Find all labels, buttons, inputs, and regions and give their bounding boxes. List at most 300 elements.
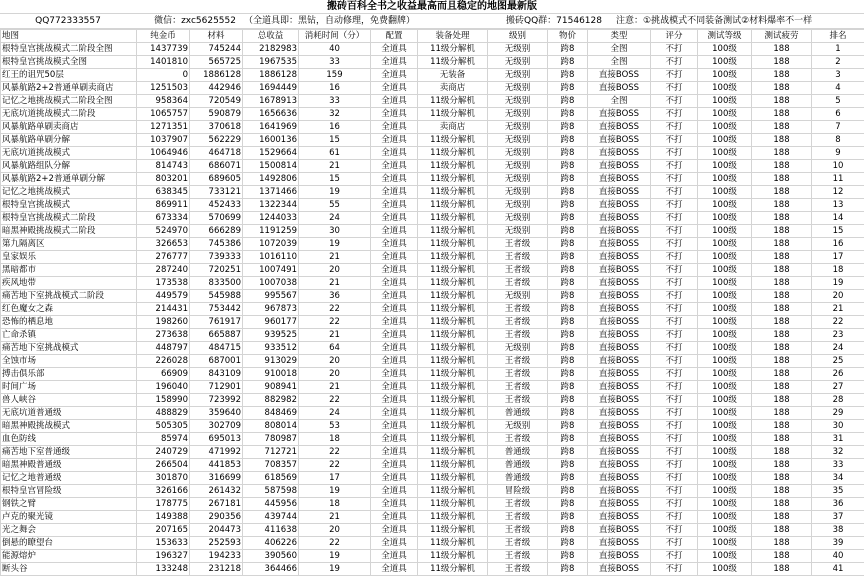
cell-equip-processing: 11级分解机 — [418, 134, 488, 147]
cell-map-name: 根特皇宫挑战模式二阶段全图 — [1, 43, 137, 56]
cell-rating: 不打 — [651, 43, 698, 56]
cell-time-cost: 40 — [299, 43, 371, 56]
cell-level: 无级别 — [488, 108, 548, 121]
cell-gold: 196327 — [137, 550, 190, 563]
cell-time-cost: 64 — [299, 342, 371, 355]
cell-rating: 不打 — [651, 95, 698, 108]
cell-type: 直接BOSS — [588, 277, 651, 290]
cell-gold: 301870 — [137, 472, 190, 485]
cell-level: 无级别 — [488, 121, 548, 134]
cell-config: 全道具 — [371, 56, 418, 69]
cell-total-income: 1371466 — [243, 186, 299, 199]
cell-material: 745244 — [190, 43, 243, 56]
cell-total-income: 1244033 — [243, 212, 299, 225]
cell-config: 全道具 — [371, 446, 418, 459]
cell-level: 无级别 — [488, 160, 548, 173]
cell-rank: 24 — [812, 342, 864, 355]
cell-map-name: 痛苦地下室挑战模式 — [1, 342, 137, 355]
table-row — [1, 82, 864, 95]
cell-material: 370618 — [190, 121, 243, 134]
cell-type: 直接BOSS — [588, 563, 651, 576]
header-test-level: 测试等级 — [698, 30, 752, 43]
cell-type: 直接BOSS — [588, 355, 651, 368]
cell-type: 直接BOSS — [588, 121, 651, 134]
cell-price: 跨8 — [548, 407, 588, 420]
cell-material: 720549 — [190, 95, 243, 108]
cell-equip-processing: 11级分解机 — [418, 173, 488, 186]
cell-test-fatigue: 188 — [752, 511, 812, 524]
cell-equip-processing: 11级分解机 — [418, 199, 488, 212]
cell-gold: 85974 — [137, 433, 190, 446]
cell-time-cost: 22 — [299, 316, 371, 329]
table-row — [1, 355, 864, 368]
cell-price: 跨8 — [548, 212, 588, 225]
table-row — [1, 186, 864, 199]
cell-material: 723992 — [190, 394, 243, 407]
cell-material: 471992 — [190, 446, 243, 459]
cell-map-name: 皇家娱乐 — [1, 251, 137, 264]
cell-rating: 不打 — [651, 56, 698, 69]
cell-map-name: 红色魔女之森 — [1, 303, 137, 316]
cell-material: 290356 — [190, 511, 243, 524]
cell-gold: 448797 — [137, 342, 190, 355]
cell-type: 直接BOSS — [588, 303, 651, 316]
cell-price: 跨8 — [548, 56, 588, 69]
cell-map-name: 时间广场 — [1, 381, 137, 394]
table-row — [1, 316, 864, 329]
cell-config: 全道具 — [371, 381, 418, 394]
cell-rating: 不打 — [651, 459, 698, 472]
cell-rank: 41 — [812, 563, 864, 576]
header-material: 材料 — [190, 30, 243, 43]
cell-time-cost: 32 — [299, 108, 371, 121]
cell-price: 跨8 — [548, 173, 588, 186]
cell-map-name: 风暴航路2+2普通单刷卖商店 — [1, 82, 137, 95]
cell-time-cost: 22 — [299, 394, 371, 407]
header-gold: 纯金币 — [137, 30, 190, 43]
header-rating: 评分 — [651, 30, 698, 43]
table-row — [1, 433, 864, 446]
cell-gold: 240729 — [137, 446, 190, 459]
cell-rating: 不打 — [651, 446, 698, 459]
table-row — [1, 199, 864, 212]
cell-time-cost: 24 — [299, 407, 371, 420]
cell-gold: 505305 — [137, 420, 190, 433]
cell-test-fatigue: 188 — [752, 446, 812, 459]
cell-test-fatigue: 188 — [752, 329, 812, 342]
cell-gold: 214431 — [137, 303, 190, 316]
cell-rank: 14 — [812, 212, 864, 225]
cell-map-name: 无底坑道挑战模式 — [1, 147, 137, 160]
cell-rating: 不打 — [651, 550, 698, 563]
cell-type: 直接BOSS — [588, 420, 651, 433]
cell-test-fatigue: 188 — [752, 43, 812, 56]
cell-price: 跨8 — [548, 303, 588, 316]
cell-map-name: 风暴航路单刷卖商店 — [1, 121, 137, 134]
cell-level: 王者级 — [488, 329, 548, 342]
cell-price: 跨8 — [548, 537, 588, 550]
cell-rank: 28 — [812, 394, 864, 407]
table-row — [1, 472, 864, 485]
cell-gold: 158990 — [137, 394, 190, 407]
cell-type: 直接BOSS — [588, 225, 651, 238]
cell-rank: 40 — [812, 550, 864, 563]
cell-map-name: 暗黑神殿挑战模式二阶段 — [1, 225, 137, 238]
table-row — [1, 212, 864, 225]
cell-level: 无级别 — [488, 56, 548, 69]
cell-type: 直接BOSS — [588, 407, 651, 420]
cell-type: 直接BOSS — [588, 82, 651, 95]
table-row — [1, 329, 864, 342]
cell-type: 直接BOSS — [588, 524, 651, 537]
cell-rank: 13 — [812, 199, 864, 212]
cell-test-level: 100级 — [698, 251, 752, 264]
cell-level: 冒险级 — [488, 485, 548, 498]
table-row — [1, 485, 864, 498]
cell-rank: 2 — [812, 56, 864, 69]
cell-price: 跨8 — [548, 225, 588, 238]
cell-total-income: 708357 — [243, 459, 299, 472]
cell-test-fatigue: 188 — [752, 394, 812, 407]
test-note: 注意：①挑战模式不同装备测试②材料爆率不一样 — [616, 14, 864, 28]
cell-map-name: 血色防线 — [1, 433, 137, 446]
cell-config: 全道具 — [371, 121, 418, 134]
cell-total-income: 1529664 — [243, 147, 299, 160]
cell-price: 跨8 — [548, 199, 588, 212]
cell-material: 590879 — [190, 108, 243, 121]
cell-test-level: 100级 — [698, 186, 752, 199]
cell-test-level: 100级 — [698, 69, 752, 82]
cell-material: 442946 — [190, 82, 243, 95]
cell-test-fatigue: 188 — [752, 316, 812, 329]
cell-rating: 不打 — [651, 251, 698, 264]
cell-test-fatigue: 188 — [752, 303, 812, 316]
cell-level: 王者级 — [488, 498, 548, 511]
cell-test-level: 100级 — [698, 394, 752, 407]
cell-map-name: 根特皇宫挑战模式全图 — [1, 56, 137, 69]
cell-equip-processing: 11级分解机 — [418, 537, 488, 550]
cell-rating: 不打 — [651, 420, 698, 433]
cell-rating: 不打 — [651, 121, 698, 134]
table-row — [1, 134, 864, 147]
cell-map-name: 风暴航路组队分解 — [1, 160, 137, 173]
cell-map-name: 能源熔炉 — [1, 550, 137, 563]
cell-map-name: 搏击俱乐部 — [1, 368, 137, 381]
table-row — [1, 498, 864, 511]
cell-test-level: 100级 — [698, 407, 752, 420]
cell-test-fatigue: 188 — [752, 147, 812, 160]
table-row — [1, 368, 864, 381]
cell-total-income: 1641969 — [243, 121, 299, 134]
cell-config: 全道具 — [371, 264, 418, 277]
cell-equip-processing: 11级分解机 — [418, 225, 488, 238]
cell-rating: 不打 — [651, 264, 698, 277]
cell-test-fatigue: 188 — [752, 108, 812, 121]
cell-test-level: 100级 — [698, 355, 752, 368]
cell-price: 跨8 — [548, 381, 588, 394]
cell-config: 全道具 — [371, 147, 418, 160]
qq-contact: QQ772333557 — [0, 14, 136, 28]
cell-test-fatigue: 188 — [752, 537, 812, 550]
cell-type: 直接BOSS — [588, 550, 651, 563]
cell-level: 王者级 — [488, 381, 548, 394]
table-row — [1, 56, 864, 69]
cell-total-income: 910018 — [243, 368, 299, 381]
cell-gold: 449579 — [137, 290, 190, 303]
cell-price: 跨8 — [548, 134, 588, 147]
cell-price: 跨8 — [548, 264, 588, 277]
cell-rating: 不打 — [651, 394, 698, 407]
cell-rating: 不打 — [651, 485, 698, 498]
cell-rating: 不打 — [651, 524, 698, 537]
cell-material: 452433 — [190, 199, 243, 212]
cell-config: 全道具 — [371, 134, 418, 147]
cell-test-fatigue: 188 — [752, 563, 812, 576]
table-row — [1, 303, 864, 316]
cell-gold: 1401810 — [137, 56, 190, 69]
cell-level: 无级别 — [488, 43, 548, 56]
cell-time-cost: 20 — [299, 264, 371, 277]
cell-total-income: 939525 — [243, 329, 299, 342]
table-row — [1, 394, 864, 407]
cell-type: 直接BOSS — [588, 342, 651, 355]
cell-gold: 1271351 — [137, 121, 190, 134]
cell-total-income: 1656636 — [243, 108, 299, 121]
cell-map-name: 疾风地带 — [1, 277, 137, 290]
cell-rank: 23 — [812, 329, 864, 342]
cell-equip-processing: 11级分解机 — [418, 420, 488, 433]
cell-time-cost: 16 — [299, 82, 371, 95]
cell-test-level: 100级 — [698, 563, 752, 576]
cell-test-level: 100级 — [698, 82, 752, 95]
cell-test-level: 100级 — [698, 316, 752, 329]
cell-time-cost: 22 — [299, 537, 371, 550]
info-row — [0, 14, 864, 29]
cell-gold: 133248 — [137, 563, 190, 576]
cell-rating: 不打 — [651, 303, 698, 316]
cell-config: 全道具 — [371, 277, 418, 290]
cell-rank: 31 — [812, 433, 864, 446]
cell-gold: 196040 — [137, 381, 190, 394]
cell-test-level: 100级 — [698, 537, 752, 550]
cell-test-fatigue: 188 — [752, 95, 812, 108]
cell-level: 无级别 — [488, 420, 548, 433]
cell-total-income: 933512 — [243, 342, 299, 355]
cell-total-income: 439744 — [243, 511, 299, 524]
cell-type: 直接BOSS — [588, 498, 651, 511]
cell-test-level: 100级 — [698, 199, 752, 212]
cell-test-fatigue: 188 — [752, 459, 812, 472]
cell-equip-processing: 11级分解机 — [418, 511, 488, 524]
cell-config: 全道具 — [371, 368, 418, 381]
cell-time-cost: 20 — [299, 355, 371, 368]
cell-test-fatigue: 188 — [752, 485, 812, 498]
cell-price: 跨8 — [548, 82, 588, 95]
cell-test-fatigue: 188 — [752, 524, 812, 537]
cell-gold: 326653 — [137, 238, 190, 251]
cell-equip-processing: 11级分解机 — [418, 264, 488, 277]
cell-rating: 不打 — [651, 511, 698, 524]
cell-map-name: 全蚀市场 — [1, 355, 137, 368]
cell-test-level: 100级 — [698, 173, 752, 186]
cell-test-level: 100级 — [698, 524, 752, 537]
cell-config: 全道具 — [371, 342, 418, 355]
cell-level: 无级别 — [488, 225, 548, 238]
cell-config: 全道具 — [371, 498, 418, 511]
cell-total-income: 1967535 — [243, 56, 299, 69]
cell-map-name: 根特皇宫冒险级 — [1, 485, 137, 498]
cell-type: 直接BOSS — [588, 264, 651, 277]
cell-time-cost: 20 — [299, 368, 371, 381]
cell-price: 跨8 — [548, 433, 588, 446]
table-row — [1, 407, 864, 420]
header-time-cost: 消耗时间（分） — [299, 30, 371, 43]
cell-price: 跨8 — [548, 95, 588, 108]
wechat-contact: 微信：zxc5625552 — [136, 14, 236, 28]
cell-rating: 不打 — [651, 329, 698, 342]
cell-test-level: 100级 — [698, 472, 752, 485]
cell-map-name: 断头谷 — [1, 563, 137, 576]
cell-material: 720251 — [190, 264, 243, 277]
cell-map-name: 兽人峡谷 — [1, 394, 137, 407]
cell-map-name: 暗黑神殿普通级 — [1, 459, 137, 472]
table-row — [1, 290, 864, 303]
cell-gold: 276777 — [137, 251, 190, 264]
cell-level: 无级别 — [488, 134, 548, 147]
cell-gold: 958364 — [137, 95, 190, 108]
cell-config: 全道具 — [371, 459, 418, 472]
cell-rank: 15 — [812, 225, 864, 238]
cell-test-level: 100级 — [698, 368, 752, 381]
cell-config: 全道具 — [371, 420, 418, 433]
cell-total-income: 808014 — [243, 420, 299, 433]
cell-level: 王者级 — [488, 303, 548, 316]
cell-rank: 39 — [812, 537, 864, 550]
cell-time-cost: 36 — [299, 290, 371, 303]
table-row — [1, 160, 864, 173]
cell-time-cost: 18 — [299, 498, 371, 511]
cell-time-cost: 15 — [299, 173, 371, 186]
cell-config: 全道具 — [371, 251, 418, 264]
cell-test-fatigue: 188 — [752, 498, 812, 511]
cell-test-fatigue: 188 — [752, 212, 812, 225]
cell-rank: 1 — [812, 43, 864, 56]
cell-equip-processing: 11级分解机 — [418, 160, 488, 173]
cell-rating: 不打 — [651, 238, 698, 251]
cell-equip-processing: 11级分解机 — [418, 43, 488, 56]
cell-type: 直接BOSS — [588, 459, 651, 472]
cell-config: 全道具 — [371, 199, 418, 212]
cell-equip-processing: 11级分解机 — [418, 446, 488, 459]
cell-test-fatigue: 188 — [752, 355, 812, 368]
cell-config: 全道具 — [371, 524, 418, 537]
cell-price: 跨8 — [548, 524, 588, 537]
table-row — [1, 43, 864, 56]
header-level: 级别 — [488, 30, 548, 43]
cell-equip-processing: 11级分解机 — [418, 251, 488, 264]
cell-rating: 不打 — [651, 199, 698, 212]
cell-price: 跨8 — [548, 251, 588, 264]
cell-time-cost: 22 — [299, 303, 371, 316]
cell-type: 直接BOSS — [588, 238, 651, 251]
cell-material: 545988 — [190, 290, 243, 303]
table-row — [1, 264, 864, 277]
cell-type: 直接BOSS — [588, 446, 651, 459]
cell-test-fatigue: 188 — [752, 472, 812, 485]
cell-type: 直接BOSS — [588, 511, 651, 524]
cell-material: 733121 — [190, 186, 243, 199]
cell-material: 231218 — [190, 563, 243, 576]
cell-total-income: 1322344 — [243, 199, 299, 212]
cell-price: 跨8 — [548, 459, 588, 472]
cell-type: 直接BOSS — [588, 329, 651, 342]
cell-config: 全道具 — [371, 108, 418, 121]
cell-map-name: 记忆之地挑战模式二阶段全图 — [1, 95, 137, 108]
cell-config: 全道具 — [371, 329, 418, 342]
cell-type: 全图 — [588, 95, 651, 108]
cell-material: 686071 — [190, 160, 243, 173]
cell-equip-processing: 11级分解机 — [418, 316, 488, 329]
cell-rating: 不打 — [651, 537, 698, 550]
cell-equip-processing: 11级分解机 — [418, 472, 488, 485]
cell-rank: 10 — [812, 160, 864, 173]
cell-material: 302709 — [190, 420, 243, 433]
cell-rank: 17 — [812, 251, 864, 264]
cell-config: 全道具 — [371, 95, 418, 108]
cell-gold: 869911 — [137, 199, 190, 212]
cell-rank: 11 — [812, 173, 864, 186]
cell-total-income: 848469 — [243, 407, 299, 420]
table-row — [1, 277, 864, 290]
cell-total-income: 1500814 — [243, 160, 299, 173]
cell-total-income: 2182983 — [243, 43, 299, 56]
cell-test-level: 100级 — [698, 420, 752, 433]
cell-test-level: 100级 — [698, 446, 752, 459]
table-row — [1, 511, 864, 524]
cell-total-income: 1694449 — [243, 82, 299, 95]
cell-material: 761917 — [190, 316, 243, 329]
cell-level: 王者级 — [488, 277, 548, 290]
cell-time-cost: 53 — [299, 420, 371, 433]
cell-price: 跨8 — [548, 485, 588, 498]
cell-level: 普通级 — [488, 459, 548, 472]
cell-rating: 不打 — [651, 225, 698, 238]
cell-test-fatigue: 188 — [752, 134, 812, 147]
cell-type: 直接BOSS — [588, 199, 651, 212]
cell-price: 跨8 — [548, 472, 588, 485]
cell-test-fatigue: 188 — [752, 420, 812, 433]
cell-level: 无级别 — [488, 212, 548, 225]
cell-material: 464718 — [190, 147, 243, 160]
cell-gold: 803201 — [137, 173, 190, 186]
header-test-fatigue: 测试疲劳 — [752, 30, 812, 43]
cell-rating: 不打 — [651, 355, 698, 368]
cell-test-fatigue: 188 — [752, 121, 812, 134]
cell-test-level: 100级 — [698, 95, 752, 108]
table-row — [1, 238, 864, 251]
cell-total-income: 1072039 — [243, 238, 299, 251]
cell-equip-processing: 11级分解机 — [418, 56, 488, 69]
cell-gold: 66909 — [137, 368, 190, 381]
cell-material: 1886128 — [190, 69, 243, 82]
cell-time-cost: 30 — [299, 225, 371, 238]
cell-type: 直接BOSS — [588, 472, 651, 485]
cell-level: 无级别 — [488, 186, 548, 199]
cell-equip-processing: 11级分解机 — [418, 485, 488, 498]
cell-level: 普通级 — [488, 407, 548, 420]
cell-equip-processing: 11级分解机 — [418, 95, 488, 108]
cell-test-fatigue: 188 — [752, 277, 812, 290]
